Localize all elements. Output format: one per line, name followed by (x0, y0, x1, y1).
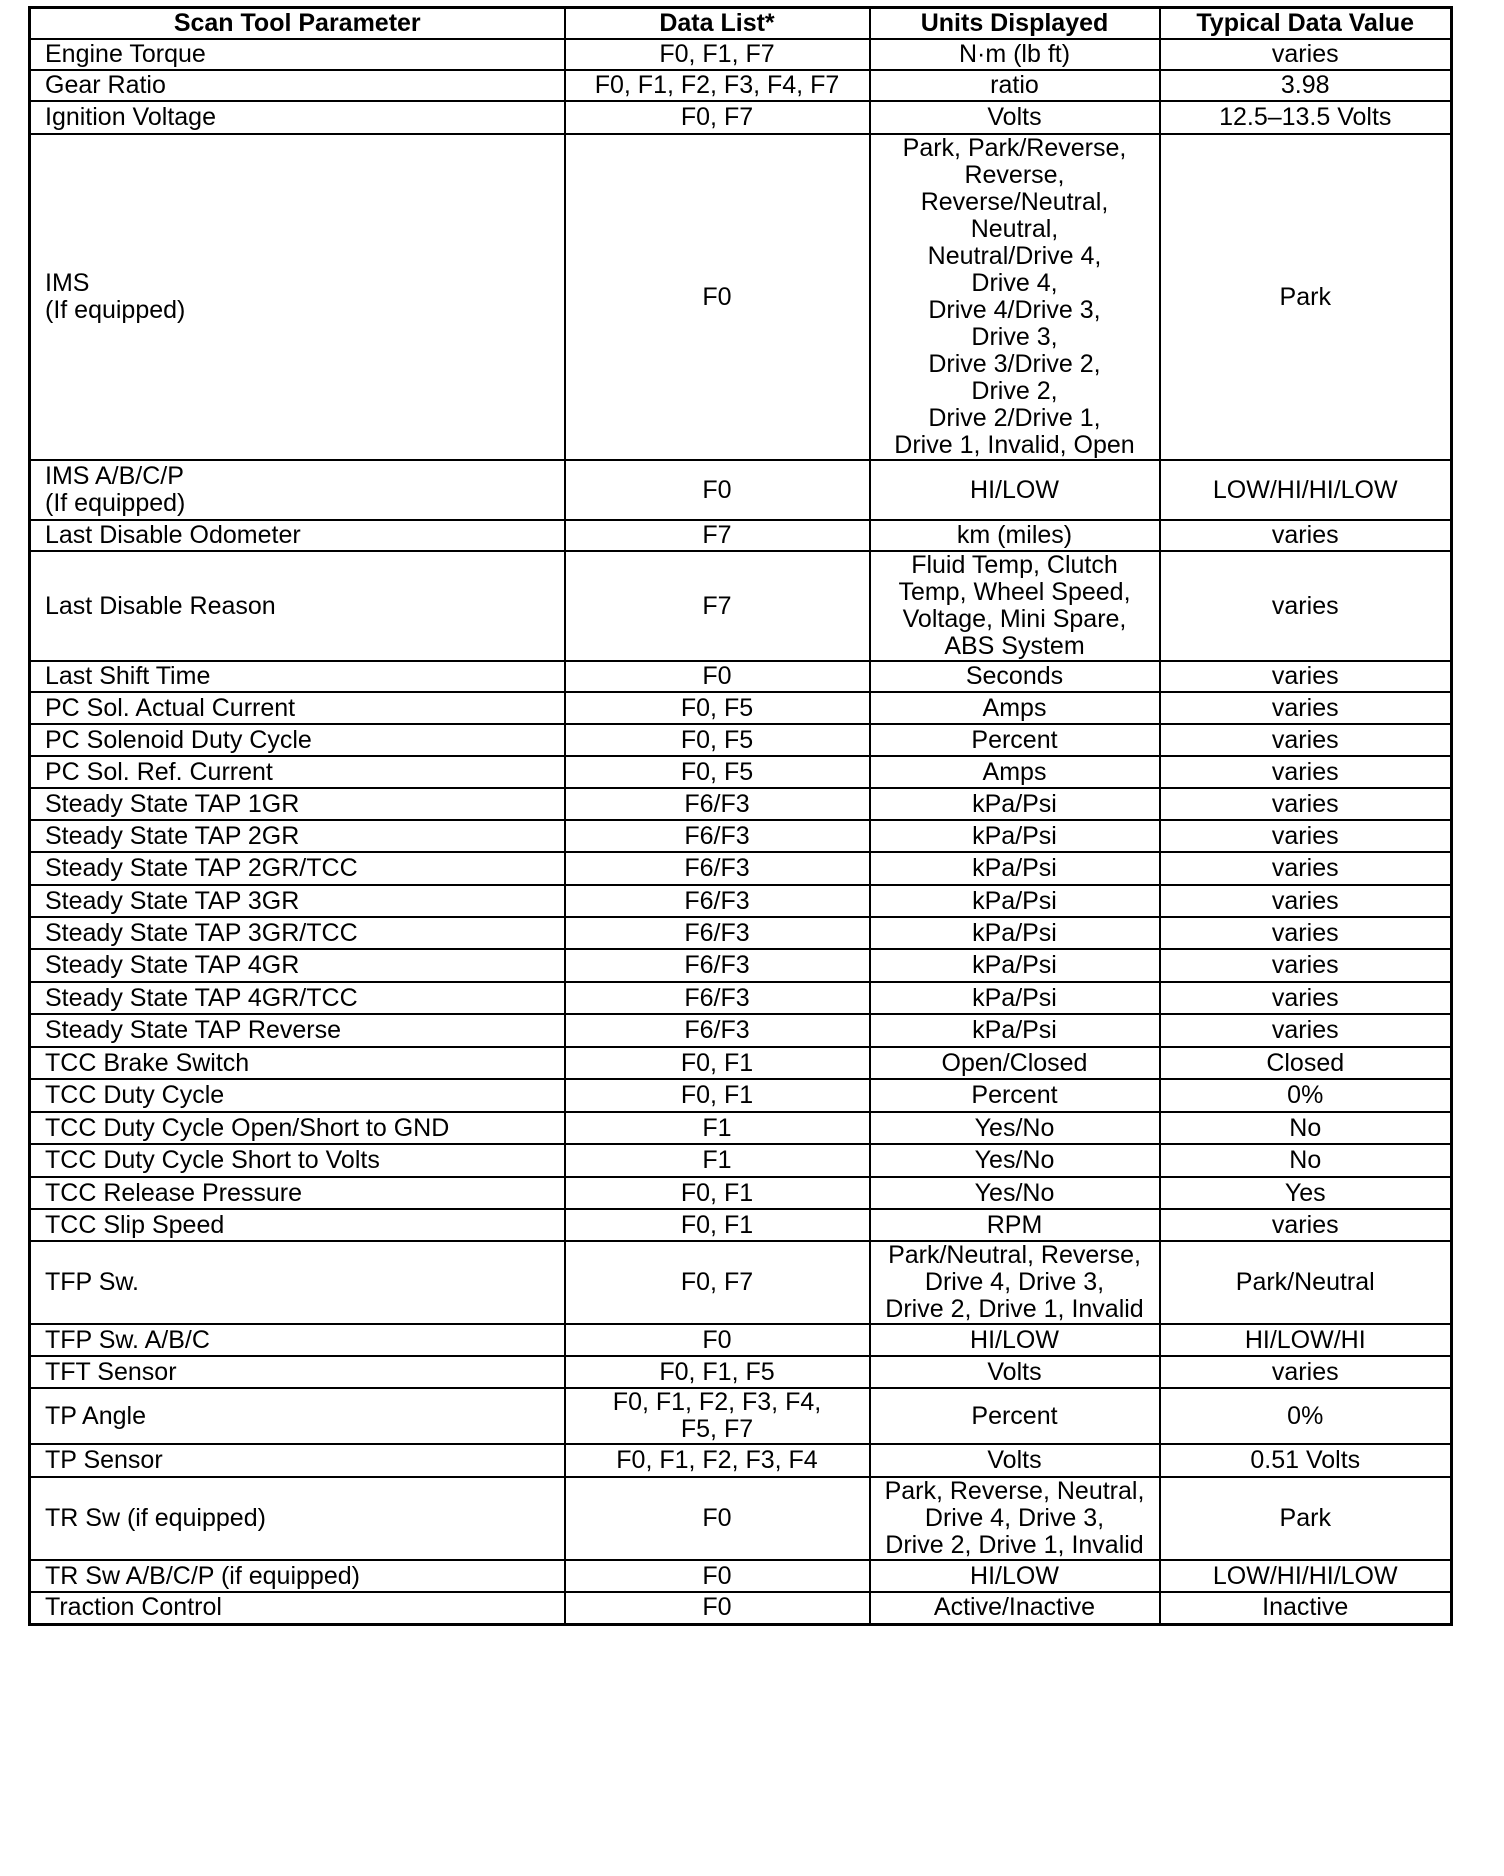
cell-data-list: F0, F1, F2, F3, F4, F7 (565, 70, 870, 101)
cell-units-displayed: Yes/No (870, 1112, 1160, 1144)
cell-data-list: F6/F3 (565, 788, 870, 820)
table-row (30, 756, 1452, 788)
table-row (30, 39, 1452, 70)
cell-parameter: IMS A/B/C/P (If equipped) (30, 460, 565, 520)
cell-typical-value: LOW/HI/HI/LOW (1160, 1560, 1452, 1592)
cell-typical-value: varies (1160, 852, 1452, 885)
cell-typical-value: Park (1160, 1477, 1452, 1560)
cell-data-list: F6/F3 (565, 1014, 870, 1047)
cell-data-list: F0, F5 (565, 756, 870, 788)
cell-units-displayed: Open/Closed (870, 1047, 1160, 1079)
cell-parameter: TR Sw A/B/C/P (if equipped) (30, 1560, 565, 1592)
cell-parameter: TP Angle (30, 1388, 565, 1444)
header-units-displayed: Units Displayed (870, 8, 1160, 40)
cell-typical-value: 0% (1160, 1079, 1452, 1112)
cell-parameter: Last Disable Odometer (30, 520, 565, 551)
cell-units-displayed: HI/LOW (870, 460, 1160, 520)
table-row (30, 982, 1452, 1014)
cell-parameter: Last Shift Time (30, 661, 565, 692)
cell-units-displayed: kPa/Psi (870, 885, 1160, 917)
cell-data-list: F0 (565, 460, 870, 520)
cell-data-list: F7 (565, 520, 870, 551)
cell-typical-value: varies (1160, 1356, 1452, 1388)
cell-typical-value: varies (1160, 756, 1452, 788)
cell-typical-value: HI/LOW/HI (1160, 1324, 1452, 1356)
cell-data-list: F0, F1, F2, F3, F4 (565, 1444, 870, 1477)
table-row (30, 1079, 1452, 1112)
table-row (30, 852, 1452, 885)
cell-data-list: F0 (565, 1477, 870, 1560)
table-row (30, 70, 1452, 101)
cell-typical-value: 12.5–13.5 Volts (1160, 101, 1452, 134)
table-row (30, 1388, 1452, 1444)
header-scan-tool-parameter: Scan Tool Parameter (30, 8, 565, 40)
table-row (30, 724, 1452, 756)
cell-data-list: F0, F7 (565, 1241, 870, 1324)
cell-units-displayed: Active/Inactive (870, 1592, 1160, 1624)
cell-typical-value: varies (1160, 788, 1452, 820)
cell-data-list: F6/F3 (565, 949, 870, 982)
header-data-list: Data List* (565, 8, 870, 40)
cell-parameter: PC Sol. Actual Current (30, 692, 565, 724)
cell-parameter: TCC Slip Speed (30, 1209, 565, 1241)
cell-units-displayed: Yes/No (870, 1144, 1160, 1177)
table-row (30, 1144, 1452, 1177)
cell-units-displayed: Volts (870, 1444, 1160, 1477)
cell-data-list: F6/F3 (565, 852, 870, 885)
cell-data-list: F0, F1 (565, 1079, 870, 1112)
cell-data-list: F0, F1, F7 (565, 39, 870, 70)
cell-units-displayed: Volts (870, 101, 1160, 134)
cell-typical-value: varies (1160, 692, 1452, 724)
cell-typical-value: varies (1160, 1014, 1452, 1047)
table-row (30, 788, 1452, 820)
cell-units-displayed: Park, Park/Reverse, Reverse, Reverse/Neutral, Neutral, Neutral/Drive 4, Drive 4, Drive 4/Drive 3, Drive 3, Drive 3/Drive 2, Drive 2, Drive 2/Drive 1, Drive 1, Invalid, Open (870, 134, 1160, 460)
cell-units-displayed: kPa/Psi (870, 949, 1160, 982)
cell-typical-value: 0% (1160, 1388, 1452, 1444)
cell-typical-value: varies (1160, 982, 1452, 1014)
cell-typical-value: 3.98 (1160, 70, 1452, 101)
cell-units-displayed: kPa/Psi (870, 852, 1160, 885)
table-row (30, 1047, 1452, 1079)
cell-units-displayed: kPa/Psi (870, 982, 1160, 1014)
cell-typical-value: Park/Neutral (1160, 1241, 1452, 1324)
cell-parameter: Steady State TAP 2GR/TCC (30, 852, 565, 885)
table-row (30, 949, 1452, 982)
table-row (30, 1592, 1452, 1624)
cell-data-list: F0 (565, 1592, 870, 1624)
table-row (30, 885, 1452, 917)
table-row (30, 460, 1452, 520)
table-row (30, 101, 1452, 134)
cell-parameter: Steady State TAP 4GR (30, 949, 565, 982)
cell-parameter: Traction Control (30, 1592, 565, 1624)
cell-typical-value: varies (1160, 39, 1452, 70)
cell-units-displayed: Yes/No (870, 1177, 1160, 1209)
cell-typical-value: Park (1160, 134, 1452, 460)
cell-typical-value: varies (1160, 885, 1452, 917)
table-row (30, 1014, 1452, 1047)
table-row (30, 661, 1452, 692)
table-row (30, 692, 1452, 724)
table-body (30, 39, 1452, 1624)
cell-units-displayed: Amps (870, 692, 1160, 724)
cell-parameter: TCC Duty Cycle (30, 1079, 565, 1112)
cell-units-displayed: Park/Neutral, Reverse, Drive 4, Drive 3, Drive 2, Drive 1, Invalid (870, 1241, 1160, 1324)
table-row (30, 1324, 1452, 1356)
header-typical-data-value: Typical Data Value (1160, 8, 1452, 40)
cell-parameter: TP Sensor (30, 1444, 565, 1477)
cell-parameter: Steady State TAP 1GR (30, 788, 565, 820)
cell-data-list: F0, F5 (565, 724, 870, 756)
table-row (30, 1209, 1452, 1241)
cell-data-list: F0 (565, 1560, 870, 1592)
cell-units-displayed: Amps (870, 756, 1160, 788)
cell-parameter: PC Solenoid Duty Cycle (30, 724, 565, 756)
table-row (30, 1444, 1452, 1477)
cell-data-list: F0, F1 (565, 1209, 870, 1241)
cell-parameter: TCC Brake Switch (30, 1047, 565, 1079)
cell-units-displayed: kPa/Psi (870, 917, 1160, 949)
cell-units-displayed: Percent (870, 724, 1160, 756)
table-row (30, 134, 1452, 460)
cell-typical-value: varies (1160, 724, 1452, 756)
scan-tool-data-table (28, 6, 1453, 1626)
cell-typical-value: LOW/HI/HI/LOW (1160, 460, 1452, 520)
cell-units-displayed: ratio (870, 70, 1160, 101)
cell-data-list: F0, F1, F5 (565, 1356, 870, 1388)
cell-data-list: F0, F7 (565, 101, 870, 134)
cell-units-displayed: HI/LOW (870, 1560, 1160, 1592)
cell-typical-value: No (1160, 1144, 1452, 1177)
cell-units-displayed: Seconds (870, 661, 1160, 692)
table-row (30, 1112, 1452, 1144)
cell-parameter: Steady State TAP 3GR/TCC (30, 917, 565, 949)
table-row (30, 1560, 1452, 1592)
cell-data-list: F0 (565, 661, 870, 692)
cell-units-displayed: Percent (870, 1079, 1160, 1112)
cell-typical-value: 0.51 Volts (1160, 1444, 1452, 1477)
cell-units-displayed: RPM (870, 1209, 1160, 1241)
cell-parameter: TFP Sw. (30, 1241, 565, 1324)
cell-parameter: Steady State TAP Reverse (30, 1014, 565, 1047)
cell-parameter: IMS (If equipped) (30, 134, 565, 460)
cell-parameter: Last Disable Reason (30, 551, 565, 661)
cell-typical-value: Closed (1160, 1047, 1452, 1079)
table-row (30, 917, 1452, 949)
cell-parameter: TCC Release Pressure (30, 1177, 565, 1209)
cell-units-displayed: Volts (870, 1356, 1160, 1388)
table-row (30, 1477, 1452, 1560)
cell-units-displayed: Fluid Temp, Clutch Temp, Wheel Speed, Voltage, Mini Spare, ABS System (870, 551, 1160, 661)
cell-units-displayed: kPa/Psi (870, 1014, 1160, 1047)
cell-parameter: TFT Sensor (30, 1356, 565, 1388)
cell-units-displayed: kPa/Psi (870, 788, 1160, 820)
scan-tool-data-sheet (28, 6, 1450, 1626)
cell-typical-value: varies (1160, 1209, 1452, 1241)
cell-typical-value: varies (1160, 661, 1452, 692)
cell-data-list: F6/F3 (565, 820, 870, 852)
cell-parameter: Steady State TAP 3GR (30, 885, 565, 917)
table-row (30, 1356, 1452, 1388)
table-row (30, 820, 1452, 852)
cell-data-list: F0 (565, 1324, 870, 1356)
cell-data-list: F7 (565, 551, 870, 661)
table-row (30, 1177, 1452, 1209)
cell-data-list: F0, F5 (565, 692, 870, 724)
cell-data-list: F0, F1 (565, 1177, 870, 1209)
cell-data-list: F0, F1, F2, F3, F4, F5, F7 (565, 1388, 870, 1444)
cell-typical-value: varies (1160, 917, 1452, 949)
cell-parameter: Steady State TAP 2GR (30, 820, 565, 852)
cell-units-displayed: km (miles) (870, 520, 1160, 551)
cell-units-displayed: N·m (lb ft) (870, 39, 1160, 70)
cell-parameter: TR Sw (if equipped) (30, 1477, 565, 1560)
cell-typical-value: Yes (1160, 1177, 1452, 1209)
cell-typical-value: varies (1160, 949, 1452, 982)
table-row (30, 551, 1452, 661)
cell-data-list: F1 (565, 1144, 870, 1177)
cell-parameter: TFP Sw. A/B/C (30, 1324, 565, 1356)
header-row (30, 8, 1452, 40)
cell-typical-value: varies (1160, 820, 1452, 852)
cell-parameter: Steady State TAP 4GR/TCC (30, 982, 565, 1014)
cell-parameter: PC Sol. Ref. Current (30, 756, 565, 788)
cell-typical-value: varies (1160, 551, 1452, 661)
cell-data-list: F6/F3 (565, 982, 870, 1014)
cell-units-displayed: kPa/Psi (870, 820, 1160, 852)
cell-typical-value: varies (1160, 520, 1452, 551)
cell-data-list: F1 (565, 1112, 870, 1144)
cell-units-displayed: Park, Reverse, Neutral, Drive 4, Drive 3, Drive 2, Drive 1, Invalid (870, 1477, 1160, 1560)
cell-parameter: TCC Duty Cycle Open/Short to GND (30, 1112, 565, 1144)
table-row (30, 1241, 1452, 1324)
cell-typical-value: No (1160, 1112, 1452, 1144)
cell-data-list: F0, F1 (565, 1047, 870, 1079)
cell-units-displayed: HI/LOW (870, 1324, 1160, 1356)
cell-parameter: Ignition Voltage (30, 101, 565, 134)
table-header (30, 8, 1452, 40)
cell-parameter: TCC Duty Cycle Short to Volts (30, 1144, 565, 1177)
cell-typical-value: Inactive (1160, 1592, 1452, 1624)
cell-parameter: Engine Torque (30, 39, 565, 70)
cell-data-list: F0 (565, 134, 870, 460)
cell-data-list: F6/F3 (565, 885, 870, 917)
table-row (30, 520, 1452, 551)
cell-data-list: F6/F3 (565, 917, 870, 949)
cell-units-displayed: Percent (870, 1388, 1160, 1444)
cell-parameter: Gear Ratio (30, 70, 565, 101)
